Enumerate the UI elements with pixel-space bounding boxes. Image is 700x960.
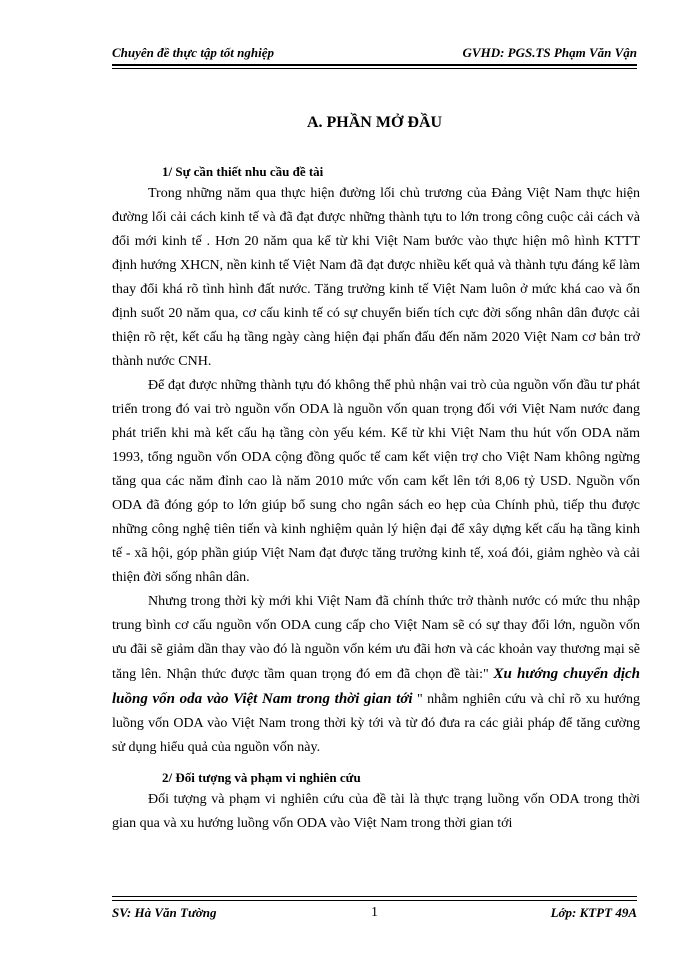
footer-student: SV: Hà Văn Tường — [112, 905, 217, 920]
page-title: A. PHẦN MỞ ĐẦU — [306, 114, 443, 131]
header-rule-thick — [112, 64, 637, 66]
footer-rule-bottom — [112, 900, 637, 901]
document-body — [112, 162, 640, 836]
thesis-topic: Xu hướng chuyển dịch luồng vốn oda vào Việt Nam trong thời gian tới — [112, 666, 640, 707]
section1-heading: 1/ Sự cần thiết nhu cầu đề tài — [162, 164, 324, 179]
section-gap — [112, 760, 640, 768]
header-supervisor: GVHD: PGS.TS Phạm Văn Vận — [462, 45, 637, 60]
paragraph-3-conclusion: " nhằm nghiên cứu và chỉ rõ xu hướng luồng vốn ODA vào Việt Nam trong thời kỳ tới và từ đó đưa ra các giải pháp để tăng cường sử dụng hiểu quả của nguồn vốn này. — [112, 692, 640, 755]
section2-heading: 2/ Đối tượng và phạm vi nghiên cứu — [162, 770, 361, 785]
page-header — [112, 43, 637, 63]
footer-rule-top — [112, 896, 637, 897]
footer-class: Lớp: KTPT 49A — [550, 905, 637, 920]
section1-paragraph-2: Để đạt được những thành tựu đó không thể phủ nhận vai trò của nguồn vốn đầu tư phát triển trong đó vai trò nguồn vốn ODA là nguồn vốn quan trọng đối với Việt Nam nước đang phát triển khi mà kết cấu hạ tầng còn yếu kém. Kể từ khi Việt Nam thu hút vốn ODA năm 1993, tổng nguồn vốn ODA cộng đồng quốc tế cam kết viện trợ cho Việt Nam không ngừng tăng qua các năm đỉnh cao là năm 2010 mức vốn cam kết lên tới 8,06 tỷ USD. Nguồn vốn ODA đã đóng góp to lớn giúp bổ sung cho ngân sách eo hẹp của Chính phủ, tiếp thu được những công nghệ tiên tiến và kinh nghiệm quản lý hiện đại để xây dựng kết cấu hạ tầng kinh tế - xã hội, góp phần giúp Việt Nam đạt được tăng trưởng kinh tế, xoá đói, giảm nghèo và cải thiện đời sống nhân dân. — [112, 378, 640, 585]
paragraph-3-intro: Nhưng trong thời kỳ mới khi Việt Nam đã chính thức trở thành nước có mức thu nhập trung bình cơ cấu nguồn vốn ODA cung cấp cho Việt Nam sẽ có sự thay đổi lớn, nguồn vốn ưu đãi sẽ giảm dần thay vào đó là nguồn vốn kém ưu đãi hơn và các khoản vay thương mại sẽ tăng lên. Nhận thức được tầm quan trọng đó em đã chọn đề tài:" — [112, 594, 640, 682]
section2-paragraph-1: Đối tượng và phạm vi nghiên cứu của đề tài là thực trạng luồng vốn ODA trong thời gian qua và xu hướng luồng vốn ODA vào Việt Nam trong thời gian tới — [112, 792, 640, 831]
section1-paragraph-1: Trong những năm qua thực hiện đường lối chủ trương của Đảng Việt Nam thực hiện đường lối cải cách kinh tế và đã đạt được những thành tựu to lớn trong công cuộc cải cách và đổi mới kinh tế . Hơn 20 năm qua kể từ khi Việt Nam bước vào thực hiện mô hình KTTT định hướng XHCN, nền kinh tế Việt Nam đã đạt được nhiều kết quả và thành tựu đáng kể làm thay đổi khá rõ tình hình đất nước. Tăng trưởng kinh tế Việt Nam luôn ở mức khá cao và ổn định suốt 20 năm qua, cơ cấu kinh tế có sự chuyển biến tích cực đời sống nhân dân được cải thiện rõ rệt, kết cấu hạ tầng ngày càng hiện đại phấn đấu đến năm 2020 Việt Nam cơ bản trở thành nước CNH. — [112, 186, 640, 369]
header-report-title: Chuyên đề thực tập tốt nghiệp — [112, 45, 274, 60]
header-rule-thin — [112, 68, 637, 69]
section1-paragraph-3 — [112, 590, 640, 760]
page-footer — [112, 903, 637, 923]
page-number: 1 — [371, 905, 378, 920]
